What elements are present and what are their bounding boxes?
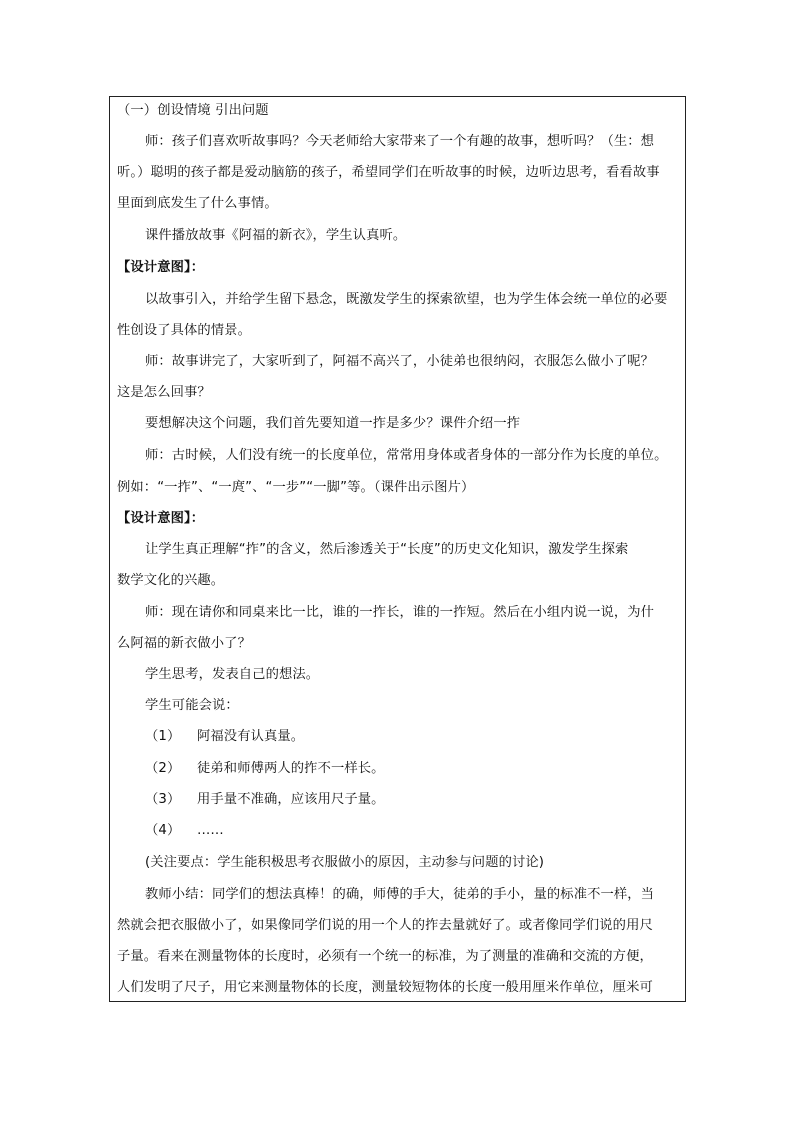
paragraph-line: 让学生真正理解“拃”的含义，然后渗透关于“长度”的历史文化知识，激发学生探索 xyxy=(145,542,629,557)
list-item xyxy=(145,823,715,839)
paragraph-line: 性创设了具体的情景。 xyxy=(117,323,251,338)
list-item-text: 用手量不准确，应该用尺子量。 xyxy=(197,792,385,807)
paragraph-line: 要想解决这个问题，我们首先要知道一拃是多少？课件介绍一拃 xyxy=(145,416,521,431)
design-intent-label: 【设计意图】： xyxy=(117,260,205,275)
design-intent-label: 【设计意图】： xyxy=(117,511,205,526)
paragraph-line: 学生思考，发表自己的想法。 xyxy=(145,667,320,682)
paragraph-line: 教师小结：同学们的想法真棒！的确，师傅的手大，徒弟的手小，量的标准不一样，当 xyxy=(145,887,655,902)
list-item-text: …… xyxy=(197,823,224,838)
list-item-number: （1） xyxy=(145,729,181,744)
paragraph-line: 数学文化的兴趣。 xyxy=(117,573,225,588)
paragraph-line: 师：古时候，人们没有统一的长度单位，常常用身体或者身体的一部分作为长度的单位。 xyxy=(145,448,668,463)
paragraph-line: 课件播放故事《阿福的新衣》，学生认真听。 xyxy=(145,228,407,243)
list-item-text: 阿福没有认真量。 xyxy=(197,729,305,744)
paragraph-line: 师：故事讲完了，大家听到了，阿福不高兴了，小徒弟也很纳闷，衣服怎么做小了呢？ xyxy=(145,354,655,369)
list-item-number: （2） xyxy=(145,761,181,776)
paragraph-line: 以故事引入，并给学生留下悬念，既激发学生的探索欲望，也为学生体会统一单位的必要 xyxy=(145,292,668,307)
list-item-number: （3） xyxy=(145,792,181,807)
list-item xyxy=(145,792,715,808)
paragraph-line: 例如：“一拃”、“一庹”、“一步”“一脚”等。（课件出示图片） xyxy=(117,480,475,495)
paragraph-line: 这是怎么回事？ xyxy=(117,385,211,400)
section-heading: （一）创设情境 引出问题 xyxy=(117,103,269,118)
paragraph-line: 子量。看来在测量物体的长度时，必须有一个统一的标准，为了测量的准确和交流的方便， xyxy=(117,949,653,964)
paragraph-line: 么阿福的新衣做小了？ xyxy=(117,636,251,651)
paragraph-line: (关注要点：学生能积极思考衣服做小的原因，主动参与问题的讨论) xyxy=(145,855,545,870)
paragraph-line: 人们发明了尺子，用它来测量物体的长度，测量较短物体的长度一般用厘米作单位，厘米可 xyxy=(117,980,653,995)
paragraph-line: 师：现在请你和同桌来比一比，谁的一拃长，谁的一拃短。然后在小组内说一说，为什 xyxy=(145,605,655,620)
list-item-text: 徒弟和师傅两人的拃不一样长。 xyxy=(197,761,385,776)
paragraph-line: 师：孩子们喜欢听故事吗？今天老师给大家带来了一个有趣的故事，想听吗？（生：想 xyxy=(145,134,655,149)
paragraph-line: 学生可能会说： xyxy=(145,698,239,713)
paragraph-line: 里面到底发生了什么事情。 xyxy=(117,196,278,211)
list-item-number: （4） xyxy=(145,823,181,838)
list-item xyxy=(145,729,715,745)
paragraph-line: 然就会把衣服做小了，如果像同学们说的用一个人的拃去量就好了。或者像同学们说的用尺 xyxy=(117,918,653,933)
paragraph-line: 听。）聪明的孩子都是爱动脑筋的孩子，希望同学们在听故事的时候，边听边思考，看看故事 xyxy=(117,165,660,180)
list-item xyxy=(145,761,715,777)
